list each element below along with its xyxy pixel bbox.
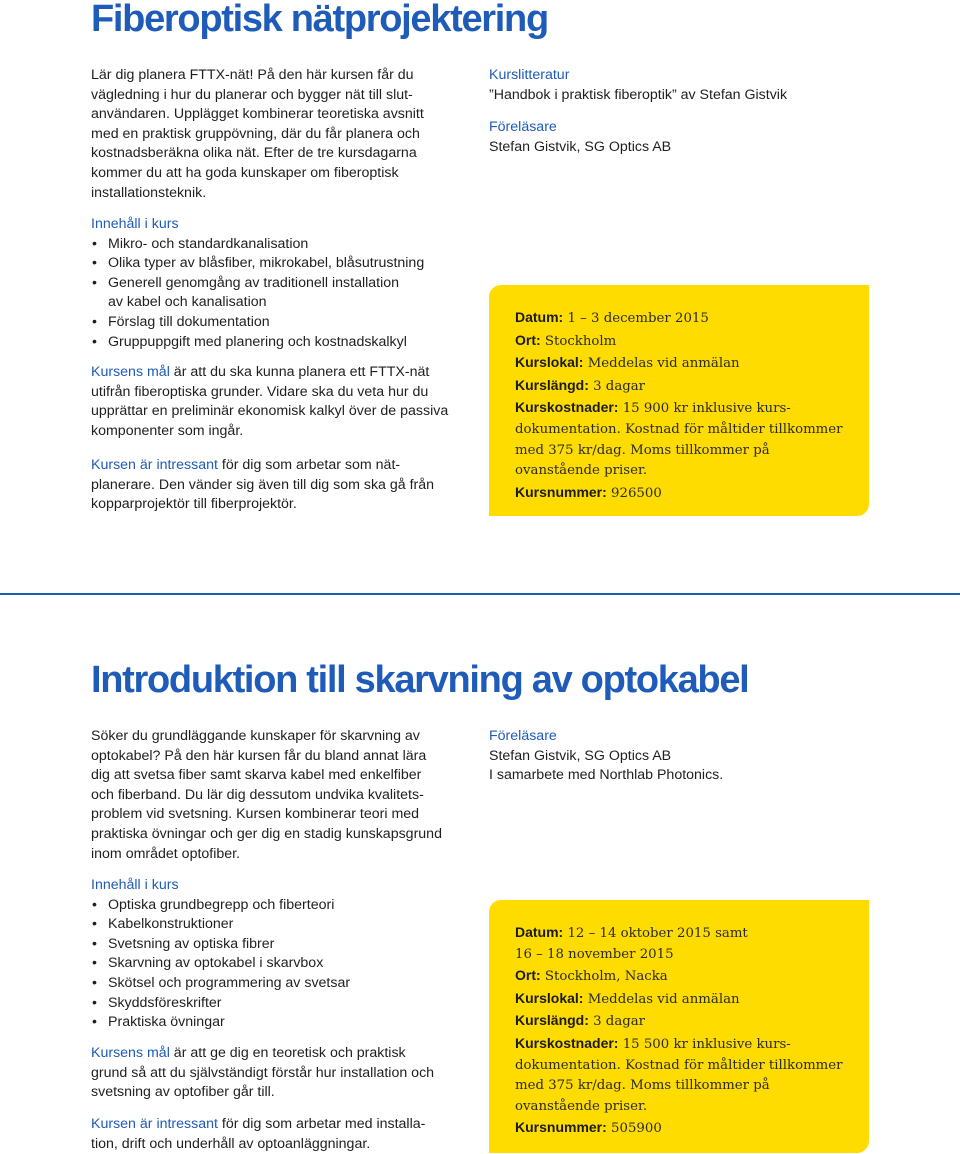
- info-length: Kurslängd: 3 dagar: [515, 1012, 646, 1030]
- course-info-box: [489, 900, 869, 1153]
- interest-text: tion, drift och underhåll av optoanläggningar.: [91, 1135, 371, 1152]
- info-number: Kursnummer: 505900: [515, 1119, 662, 1137]
- intro-line: inom området optofiber.: [91, 845, 241, 862]
- section-divider: [0, 593, 960, 595]
- course-title: Fiberoptisk nätprojektering: [91, 0, 548, 40]
- course-audience: [91, 1115, 491, 1154]
- list-item: • Praktiska övningar: [91, 1013, 481, 1033]
- lecturer-name: Stefan Gistvik, SG Optics AB: [489, 138, 672, 155]
- goal-text: svetsning av optofiber går till.: [91, 1084, 275, 1101]
- course-lecturer: [489, 118, 909, 157]
- list-item: • Mikro- och standardkanalisation: [91, 235, 481, 255]
- course-title: Introduktion till skarvning av optokabel: [91, 659, 749, 701]
- info-date: Datum: 1 – 3 december 2015: [515, 309, 709, 326]
- info-room: Kurslokal: Meddelas vid anmälan: [515, 354, 740, 372]
- list-item: • Skötsel och programmering av svetsar: [91, 974, 481, 994]
- course-goal: [91, 363, 491, 441]
- lecturer-partner: I samarbete med Northlab Photonics.: [489, 767, 724, 784]
- info-cost: ovanstående priser.: [515, 463, 648, 479]
- intro-line: och fiberband. Du lär dig dessutom undvika kvalitets-: [91, 786, 424, 803]
- info-cost: med 375 kr/dag. Moms tillkommer på: [515, 1078, 770, 1094]
- interest-text: planerare. Den vänder sig även till dig som ska gå från: [91, 476, 435, 493]
- intro-line: med en praktisk gruppövning, där du får planera och: [91, 125, 420, 142]
- literature-text: ”Handbok i praktisk fiberoptik” av Stefan Gistvik: [489, 86, 788, 103]
- intro-line: Söker du grundläggande kunskaper för skarvning av: [91, 728, 420, 744]
- intro-line: kostnadsberäkna olika nät. Efter de tre kursdagarna: [91, 145, 417, 162]
- intro-line: installationsteknik.: [91, 184, 207, 201]
- course-contents: [91, 215, 481, 352]
- goal-text: är att ge dig en teoretisk och praktisk: [169, 1045, 406, 1061]
- lecturer-name: Stefan Gistvik, SG Optics AB: [489, 747, 672, 764]
- goal-text: utifrån fiberoptiska grunder. Vidare ska du veta hur du: [91, 383, 429, 400]
- goal-text: upprättar en preliminär ekonomisk kalkyl över de passiva: [91, 403, 449, 420]
- info-cost: med 375 kr/dag. Moms tillkommer på: [515, 442, 770, 458]
- course-info-box: [489, 285, 869, 516]
- intro-line: problem vid svetsning. Kursen kombinerar teori med: [91, 806, 420, 823]
- list-item: • Skarvning av optokabel i skarvbox: [91, 954, 481, 974]
- contents-list: [91, 235, 481, 353]
- list-item: • Svetsning av optiska fibrer: [91, 935, 481, 955]
- goal-label: Kursens mål: [91, 364, 170, 380]
- intro-line: dig att svetsa fiber samt skarva kabel med enkelfiber: [91, 767, 422, 784]
- info-cost: Kurskostnader: 15 900 kr inklusive kurs-: [515, 399, 791, 417]
- course-description: [91, 66, 481, 203]
- info-number: Kursnummer: 926500: [515, 483, 662, 501]
- lecturer-heading: Föreläsare: [489, 119, 557, 135]
- interest-text: kopparprojektör till fiberprojektör.: [91, 496, 297, 513]
- info-length: Kurslängd: 3 dagar: [515, 376, 646, 394]
- intro-line: Lär dig planera FTTX-nät! På den här kursen får du: [91, 67, 414, 83]
- goal-text: är att du ska kunna planera ett FTTX-nät: [169, 364, 430, 380]
- info-cost: dokumentation. Kostnad för måltider tillkommer: [515, 1057, 843, 1073]
- info-date: 16 – 18 november 2015: [515, 946, 674, 962]
- course-goal: [91, 1044, 491, 1103]
- intro-line: vägledning i hur du planerar och bygger nät till slut-: [91, 86, 413, 103]
- course-description: [91, 727, 481, 864]
- list-item: • Gruppuppgift med planering och kostnadskalkyl: [91, 333, 481, 353]
- interest-label: Kursen är intressant: [91, 1116, 218, 1132]
- list-item: • Kabelkonstruktioner: [91, 915, 481, 935]
- interest-text: för dig som arbetar med installa-: [217, 1116, 426, 1132]
- literature-heading: Kurslitteratur: [489, 67, 570, 83]
- info-cost: dokumentation. Kostnad för måltider tillkommer: [515, 421, 843, 437]
- info-place: Ort: Stockholm: [515, 331, 617, 349]
- goal-text: komponenter som ingår.: [91, 422, 244, 439]
- course-literature: [489, 66, 909, 105]
- list-item: • Skyddsföreskrifter: [91, 994, 481, 1014]
- list-item: • Olika typer av blåsfiber, mikrokabel, blåsutrustning: [91, 254, 481, 274]
- intro-line: optokabel? På den här kursen får du bland annat lära: [91, 747, 427, 764]
- info-date: Datum: 12 – 14 oktober 2015 samt: [515, 924, 748, 941]
- info-room: Kurslokal: Meddelas vid anmälan: [515, 989, 740, 1007]
- course-lecturer: [489, 727, 909, 786]
- contents-heading: Innehåll i kurs: [91, 216, 179, 232]
- contents-list: [91, 896, 481, 1033]
- info-cost: Kurskostnader: 15 500 kr inklusive kurs-: [515, 1034, 791, 1052]
- info-cost: ovanstående priser.: [515, 1098, 648, 1114]
- interest-text: för dig som arbetar som nät-: [217, 457, 401, 473]
- lecturer-heading: Föreläsare: [489, 728, 557, 744]
- intro-line: praktiska övningar och ger dig en stadig kunskapsgrund: [91, 825, 442, 842]
- course-contents: [91, 876, 481, 1033]
- goal-text: grund så att du självständigt förstår hur installation och: [91, 1064, 435, 1081]
- intro-line: användaren. Upplägget kombinerar teoretiska avsnitt: [91, 106, 424, 123]
- info-place: Ort: Stockholm, Nacka: [515, 967, 668, 985]
- list-item: • Förslag till dokumentation: [91, 313, 481, 333]
- interest-label: Kursen är intressant: [91, 457, 218, 473]
- course-audience: [91, 456, 491, 515]
- list-item: • Generell genomgång av traditionell installation av kabel och kanalisation: [91, 274, 481, 313]
- list-item: • Optiska grundbegrepp och fiberteori: [91, 896, 481, 916]
- contents-heading: Innehåll i kurs: [91, 877, 179, 893]
- goal-label: Kursens mål: [91, 1045, 170, 1061]
- intro-line: kommer du att ha goda kunskaper om fiberoptisk: [91, 164, 399, 181]
